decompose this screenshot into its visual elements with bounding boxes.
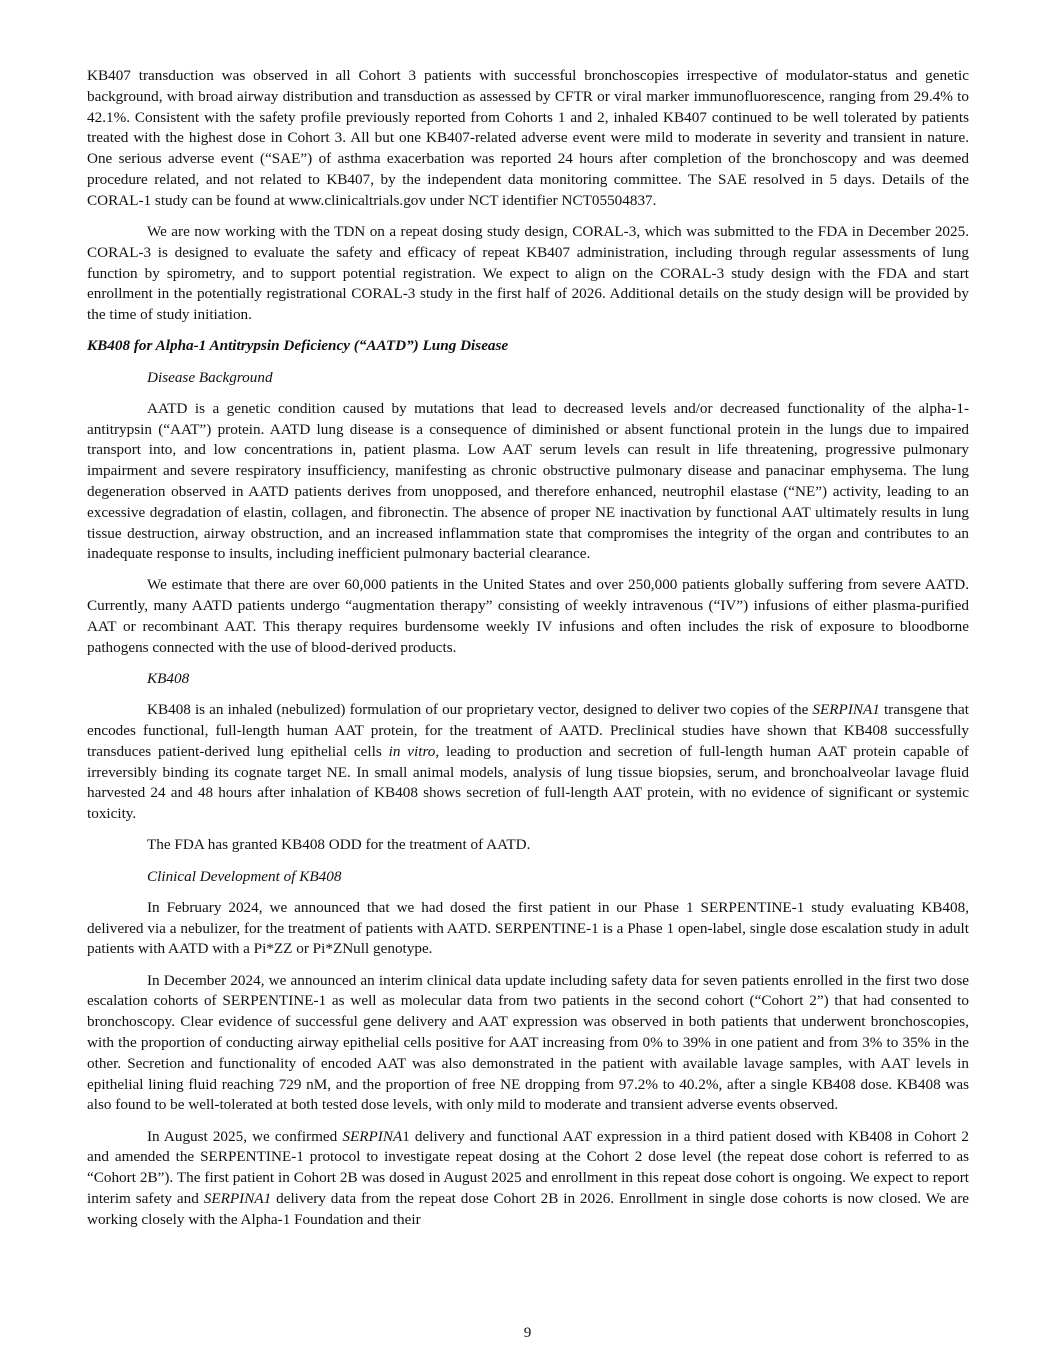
paragraph-fda-odd: The FDA has granted KB408 ODD for the treatment of AATD. xyxy=(147,836,531,854)
gene-name-italic: SERPINA1 xyxy=(812,701,880,719)
text-run: delivery data from the repeat dose Cohort 2B in 2026. Enrollment in single dose cohorts is now closed. We are working closely with the Alpha-1 Foundation and their xyxy=(87,1189,969,1228)
subheading-kb408: KB408 xyxy=(147,670,190,688)
latin-term-italic: in vitro xyxy=(388,742,436,760)
paragraph-august-2025-update xyxy=(87,1127,969,1231)
page-number: 9 xyxy=(523,1324,532,1341)
paragraph-serpentine-1-start: In February 2024, we announced that we had dosed the first patient in our Phase 1 SERPENTINE-1 study evaluating KB408, delivered via a nebulizer, for the treatment of patients with AATD. SERPENTINE-1 is a Phase 1 open-label, single dose escalation study in adult patients with AATD with a Pi*ZZ or Pi*ZNull genotype. xyxy=(87,898,969,958)
text-run: KB408 is an inhaled (nebulized) formulation of our proprietary vector, designed to deliver two copies of the xyxy=(147,701,813,719)
text-run: In August 2025, we confirmed xyxy=(147,1127,343,1145)
section-heading-kb408: KB408 for Alpha-1 Antitrypsin Deficiency (“AATD”) Lung Disease xyxy=(87,337,509,355)
text-run: , leading to production and secretion of full-length human AAT protein capable of irreversibly binding its cognate target NE. In small animal models, analysis of lung tissue biopsies, serum, and bronchoalveolar lavage fluid harvested 24 and 48 hours after inhalation of KB408 shows secretion of full-length AAT protein, with no evidence of significant or systemic toxicity. xyxy=(87,742,969,823)
paragraph-kb408-description xyxy=(87,700,969,825)
paragraph-kb407-results: KB407 transduction was observed in all Cohort 3 patients with successful bronchoscopies irrespective of modulator-status and genetic background, with broad airway distribution and transduction as assessed by CFTR or viral marker immunofluorescence, ranging from 29.4% to 42.1%. Consistent with the safety profile previously reported from Cohorts 1 and 2, inhaled KB407 continued to be well tolerated by patients treated with the highest dose in Cohort 3. All but one KB407-related adverse event were mild to moderate in severity and transient in nature. One serious adverse event (“SAE”) of asthma exacerbation was reported 24 hours after completion of the bronchoscopy and was deemed procedure related, and not related to KB407, by the independent data monitoring committee. The SAE resolved in 5 days. Details of the CORAL-1 study can be found at www.clinicaltrials.gov under NCT identifier NCT05504837. xyxy=(87,67,969,209)
document-page xyxy=(87,66,969,1241)
gene-name-italic: SERPINA1 xyxy=(203,1189,272,1207)
paragraph-interim-data: In December 2024, we announced an interim clinical data update including safety data for seven patients enrolled in the first two dose escalation cohorts of SERPENTINE-1 as well as molecular data from two patients in the second cohort (“Cohort 2”) that had consented to bronchoscopy. Clear evidence of successful gene delivery and AAT expression was observed in both patients that underwent bronchoscopies, with the proportion of conducting airway epithelial cells positive for AAT increasing from 0% to 39% in one patient and from 3% to 35% in the other. Secretion and functionality of encoded AAT was also demonstrated in the patient with available lavage samples, with AAT levels in epithelial lining fluid reaching 729 nM, and the proportion of free NE dropping from 97.2% to 40.2%, after a single KB408 dose. KB408 was also found to be well-tolerated at both tested dose levels, with only mild to moderate and transient adverse events observed. xyxy=(87,971,969,1114)
text-run: transgene that encodes functional, full-length human AAT protein, for the treatment of AATD. Preclinical studies have shown that KB408 successfully transduces patient-derived lung epithelial cells xyxy=(87,701,970,760)
paragraph-aatd-description: AATD is a genetic condition caused by mutations that lead to decreased levels and/or decreased functionality of the alpha-1- antitrypsin (“AAT”) protein. AATD lung disease is a consequence of diminished or absent functional protein in the lungs due to impaired transport into, and low concentrations in, patient plasma. Low AAT serum levels can result in life threatening, progressive pulmonary impairment and severe respiratory insufficiency, manifesting as chronic obstructive pulmonary disease and panacinar emphysema. The lung degeneration observed in AATD patients derives from unopposed, and therefore enhanced, neutrophil elastase (“NE”) activity, leading to an excessive degradation of elastin, collagen, and fibronectin. The absence of proper NE inactivation by functional AAT ultimately results in lung tissue destruction, airway obstruction, and an increased inflammation state that compromises the integrity of the organ and contributes to an inadequate response to insults, including inefficient pulmonary bacterial clearance. xyxy=(87,399,969,563)
text-run: 1 delivery and functional AAT expression in a third patient dosed with KB408 in Cohort 2 and amended the SERPENTINE-1 protocol to investigate repeat dosing at the Cohort 2 dose level (the repeat dose cohort is referred to as “Cohort 2B”). The first patient in Cohort 2B was dosed in August 2025 and enrollment in this repeat dose cohort is ongoing. We expect to report interim safety and xyxy=(87,1127,970,1207)
gene-name-italic: SERPINA xyxy=(342,1127,403,1145)
paragraph-coral-3: We are now working with the TDN on a repeat dosing study design, CORAL-3, which was submitted to the FDA in December 2025. CORAL-3 is designed to evaluate the safety and efficacy of repeat KB407 administration, including through regular assessments of lung function by spirometry, and to support potential registration. We expect to align on the CORAL-3 study design with the FDA and start enrollment in the potentially registrational CORAL-3 study in the first half of 2026. Additional details on the study design will be provided by the time of study initiation. xyxy=(87,222,969,324)
subheading-clinical-development: Clinical Development of KB408 xyxy=(147,867,342,885)
subheading-disease-background: Disease Background xyxy=(147,368,273,386)
paragraph-aatd-prevalence: We estimate that there are over 60,000 patients in the United States and over 250,000 patients globally suffering from severe AATD. Currently, many AATD patients undergo “augmentation therapy” consisting of weekly intravenous (“IV”) infusions of either plasma-purified AAT or recombinant AAT. This therapy requires burdensome weekly IV infusions and often includes the risk of exposure to bloodborne pathogens connected with the use of blood-derived products. xyxy=(87,576,969,656)
